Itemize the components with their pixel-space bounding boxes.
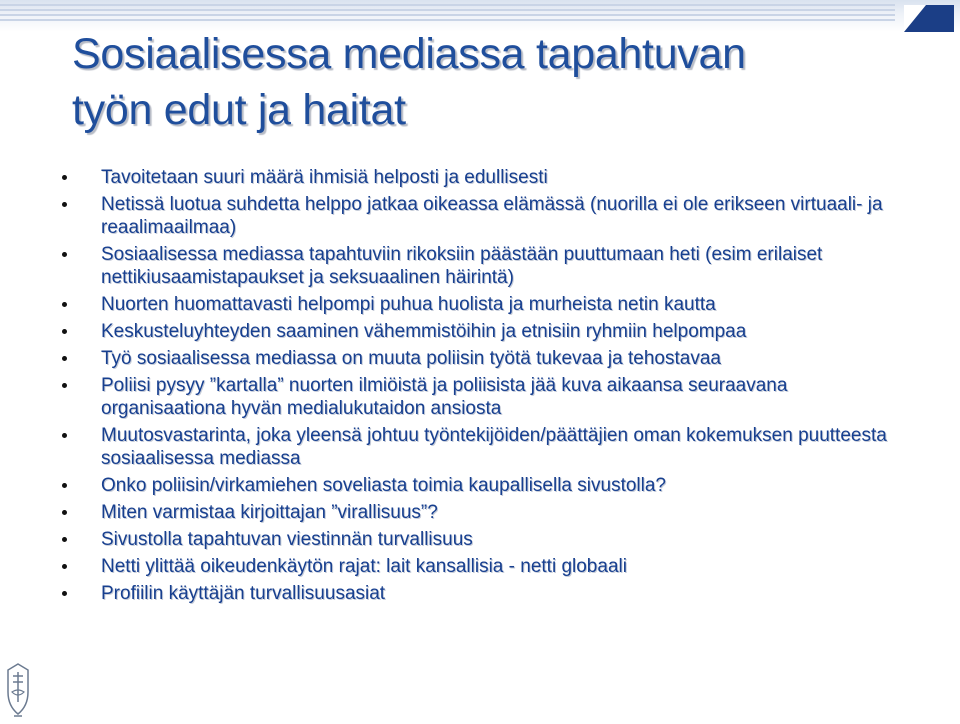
bullet-text: Muutosvastarinta, joka yleensä johtuu työntekijöiden/päättäjien oman kokemuksen puutteesta sosiaalisessa mediassa — [101, 425, 887, 469]
header-stripe — [0, 4, 895, 6]
header-stripe — [0, 19, 895, 21]
corner-cut — [904, 5, 926, 32]
bullet-dot-icon — [62, 175, 67, 180]
bullet-dot-icon — [62, 564, 67, 569]
bullet-text: Profiilin käyttäjän turvallisuusasiat — [101, 583, 386, 604]
bullet-item — [62, 582, 892, 605]
bullet-text: Poliisi pysyy ”kartalla” nuorten ilmiöistä ja poliisista jää kuva aikaansa seuraavana organisaationa hyvän medialukutaidon ansiosta — [101, 375, 788, 419]
bullet-item — [62, 293, 892, 316]
bullet-item — [62, 528, 892, 551]
bullet-item — [62, 193, 892, 239]
bullet-item — [62, 501, 892, 524]
bullet-text: Sivustolla tapahtuvan viestinnän turvallisuus — [101, 529, 473, 550]
slide-title — [72, 26, 892, 138]
bullet-item — [62, 347, 892, 370]
title-line-1: Sosiaalisessa mediassa tapahtuvan — [72, 30, 746, 78]
bullet-dot-icon — [62, 202, 67, 207]
bullet-dot-icon — [62, 433, 67, 438]
bullet-item — [62, 374, 892, 420]
bullet-text: Nuorten huomattavasti helpompi puhua huolista ja murheista netin kautta — [101, 294, 716, 315]
bullet-text: Tavoitetaan suuri määrä ihmisiä helposti ja edullisesti — [101, 167, 548, 188]
bullet-dot-icon — [62, 591, 67, 596]
header-stripe — [0, 9, 895, 11]
header-stripe — [0, 14, 895, 16]
bullet-dot-icon — [62, 329, 67, 334]
bullet-text: Miten varmistaa kirjoittajan ”virallisuus”? — [101, 502, 438, 523]
bullet-item — [62, 424, 892, 470]
bullet-item — [62, 320, 892, 343]
bullet-text: Netissä luotua suhdetta helppo jatkaa oikeassa elämässä (nuorilla ei ole erikseen virtuaali- ja reaalimaailmaa) — [101, 194, 883, 238]
bullet-item — [62, 474, 892, 497]
bullet-dot-icon — [62, 383, 67, 388]
police-emblem-icon — [4, 662, 32, 720]
corner-square-icon — [904, 5, 954, 32]
bullet-dot-icon — [62, 483, 67, 488]
bullet-item — [62, 166, 892, 189]
bullet-dot-icon — [62, 537, 67, 542]
bullet-text: Onko poliisin/virkamiehen soveliasta toimia kaupallisella sivustolla? — [101, 475, 666, 496]
title-line-2: työn edut ja haitat — [72, 86, 406, 134]
bullet-item — [62, 243, 892, 289]
bullet-item — [62, 555, 892, 578]
bullet-text: Työ sosiaalisessa mediassa on muuta poliisin työtä tukevaa ja tehostavaa — [101, 348, 721, 369]
bullet-dot-icon — [62, 356, 67, 361]
bullet-text: Sosiaalisessa mediassa tapahtuviin rikoksiin päästään puuttumaan heti (esim erilaiset nettikiusaamistapaukset ja seksuaalinen häirintä) — [101, 244, 823, 288]
bullet-dot-icon — [62, 302, 67, 307]
bullet-dot-icon — [62, 510, 67, 515]
bullet-dot-icon — [62, 252, 67, 257]
bullet-list — [62, 166, 892, 609]
bullet-text: Keskusteluyhteyden saaminen vähemmistöihin ja etnisiin ryhmiin helpompaa — [101, 321, 747, 342]
bullet-text: Netti ylittää oikeudenkäytön rajat: lait kansallisia - netti globaali — [101, 556, 627, 577]
